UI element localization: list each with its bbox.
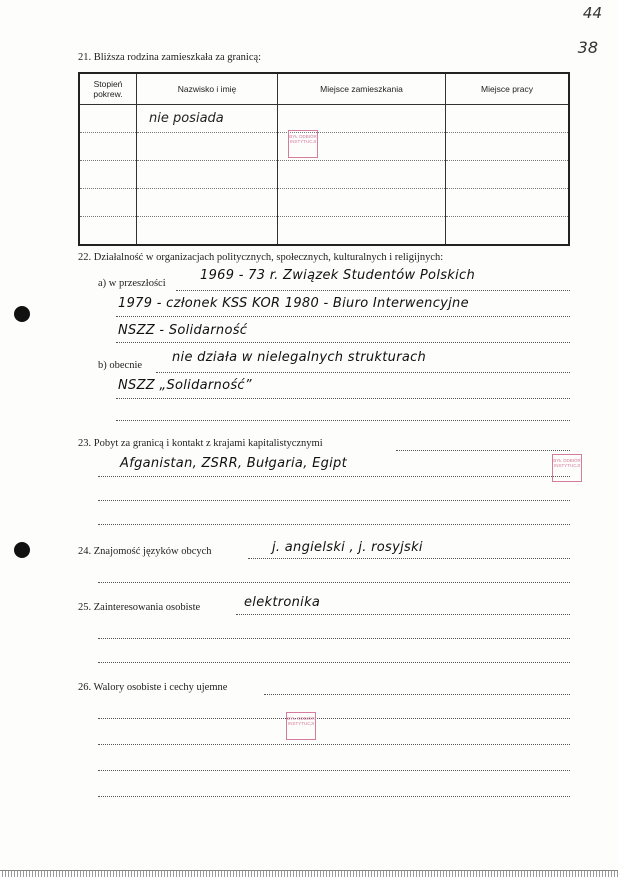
table-row — [79, 189, 569, 217]
answer-line — [98, 638, 570, 639]
q22-a-label: a) w przeszłości — [98, 278, 166, 289]
table-cell — [278, 189, 446, 217]
table-cell — [446, 189, 570, 217]
q23-label: 23. Pobyt za granicą i kontakt z krajami kapitalistycznymi — [78, 438, 323, 449]
answer-line — [176, 290, 570, 291]
table-cell — [79, 217, 137, 246]
answer-line — [156, 372, 570, 373]
q22-a-answer-2: 1979 - członek KSS KOR 1980 - Biuro Interwencyjne — [118, 296, 469, 311]
page-number-secondary: 38 — [577, 38, 598, 57]
table-cell — [79, 161, 137, 189]
archive-stamp: BYŁ ODBIÓR INSTYTUCJI — [288, 130, 318, 158]
q22-b-answer-1: nie działa w nielegalnych strukturach — [172, 350, 427, 365]
table-cell — [137, 133, 278, 161]
q21-label: 21. Bliższa rodzina zamieszkała za granicą: — [78, 52, 262, 63]
table-cell — [137, 161, 278, 189]
answer-line — [116, 342, 570, 343]
q22-b-answer-2: NSZZ „Solidarność” — [118, 378, 252, 393]
col-header-name: Nazwisko i imię — [137, 73, 278, 105]
answer-line — [98, 662, 570, 663]
answer-line — [98, 582, 570, 583]
answer-line — [248, 558, 570, 559]
table-cell-handwritten: nie posiada — [137, 105, 278, 133]
answer-line — [98, 718, 570, 719]
table-cell — [137, 189, 278, 217]
answer-line — [116, 398, 570, 399]
table-cell — [446, 161, 570, 189]
answer-line — [264, 694, 570, 695]
table-row — [79, 217, 569, 246]
q25-label: 25. Zainteresowania osobiste — [78, 602, 201, 613]
table-cell — [79, 189, 137, 217]
table-cell — [79, 133, 137, 161]
q22-label: 22. Działalność w organizacjach politycznych, społecznych, kulturalnych i religijnych: — [78, 252, 444, 263]
q24-label: 24. Znajomość języków obcych — [78, 546, 212, 557]
answer-line — [116, 420, 570, 421]
q23-answer-1: Afganistan, ZSRR, Bułgaria, Egipt — [120, 456, 347, 471]
q25-answer-1: elektronika — [244, 595, 321, 610]
punch-hole — [14, 542, 30, 558]
col-header-workplace: Miejsce pracy — [446, 73, 570, 105]
q22-a-answer-1: 1969 - 73 r. Związek Studentów Polskich — [200, 268, 476, 283]
answer-line — [98, 500, 570, 501]
table-header-row — [79, 73, 569, 105]
answer-line — [396, 450, 570, 451]
col-header-relation: Stopień pokrew. — [79, 73, 137, 105]
table-cell — [278, 105, 446, 133]
relatives-table — [78, 72, 570, 246]
archive-stamp: BYŁ ODBIÓR INSTYTUCJI — [552, 454, 582, 482]
q22-b-label: b) obecnie — [98, 360, 143, 371]
col-header-residence: Miejsce zamieszkania — [278, 73, 446, 105]
answer-line — [98, 524, 570, 525]
table-cell — [278, 217, 446, 246]
q24-answer-1: j. angielski , j. rosyjski — [272, 540, 423, 555]
table-cell — [278, 161, 446, 189]
q26-label: 26. Walory osobiste i cechy ujemne — [78, 682, 228, 693]
table-cell — [137, 217, 278, 246]
table-cell — [446, 105, 570, 133]
answer-line — [98, 476, 570, 477]
answer-line — [116, 316, 570, 317]
answer-line — [236, 614, 570, 615]
table-row — [79, 105, 569, 133]
answer-line — [98, 744, 570, 745]
table-row — [79, 161, 569, 189]
archive-stamp: BYŁ ODBIÓR INSTYTUCJI — [286, 712, 316, 740]
table-cell — [446, 133, 570, 161]
page-number-top: 44 — [582, 4, 602, 22]
table-cell — [446, 217, 570, 246]
answer-line — [98, 796, 570, 797]
answer-line — [98, 770, 570, 771]
punch-hole — [14, 306, 30, 322]
q22-a-answer-3: NSZZ - Solidarność — [118, 323, 248, 338]
table-row — [79, 133, 569, 161]
scan-bottom-edge — [0, 870, 618, 877]
table-cell — [79, 105, 137, 133]
